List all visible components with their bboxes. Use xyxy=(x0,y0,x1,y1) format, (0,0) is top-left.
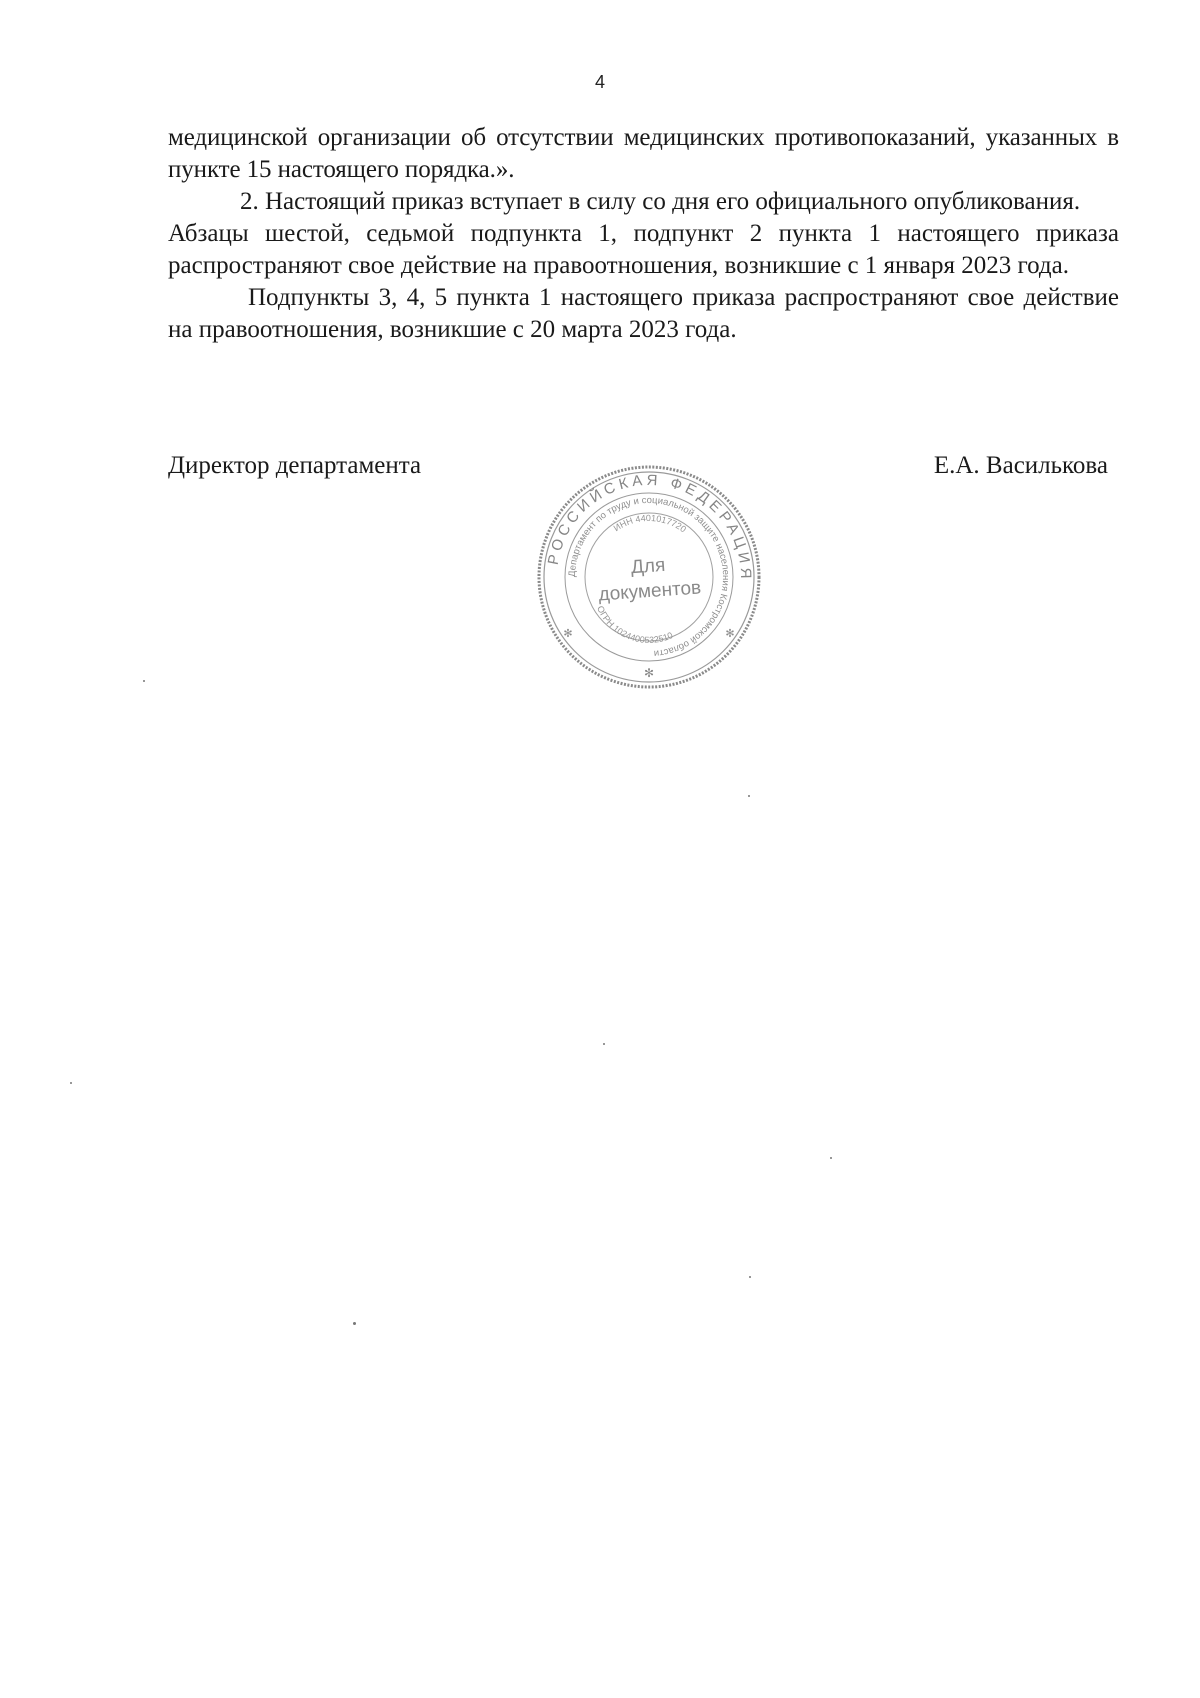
seal-center-line-2: документов xyxy=(597,577,702,606)
seal-star-icon: ✻ xyxy=(643,666,655,680)
seal-ogrn-text: ОГРН 1024400532510 xyxy=(595,604,675,646)
signatory-position: Директор департамента xyxy=(168,452,422,479)
official-seal xyxy=(534,462,764,692)
signatory-name: Е.А. Василькова xyxy=(933,452,1108,479)
seal-outer-text: РОССИЙСКАЯ ФЕДЕРАЦИЯ xyxy=(544,471,755,583)
scan-speck xyxy=(603,1043,605,1045)
scan-speck xyxy=(830,1157,832,1159)
scan-speck xyxy=(70,1082,72,1084)
document-body xyxy=(168,122,1119,346)
page-number: 4 xyxy=(594,72,605,92)
paragraph-item-2: 2. Настоящий приказ вступает в силу со дня его официального опубликования. xyxy=(240,188,1081,215)
seal-center-line-1: Для xyxy=(630,554,666,579)
paragraph-effective-date-1: Абзацы шестой, седьмой подпункта 1, подпункт 2 пункта 1 настоящего приказа распространяют свое действие на правоотношения, возникшие с 1 января 2023 года. xyxy=(168,220,1119,279)
paragraph-continuation: медицинской организации об отсутствии медицинских противопоказаний, указанных в пункте 15 настоящего порядка.». xyxy=(168,124,1119,183)
seal-inn-text: ИНН 4401017720 xyxy=(611,512,689,535)
scan-speck xyxy=(748,795,750,797)
svg-text:ИНН 4401017720 xyxy=(612,513,688,534)
scan-speck xyxy=(749,1276,751,1278)
scan-speck xyxy=(353,1322,356,1325)
svg-text:ОГРН 1024400532510 xyxy=(595,604,674,645)
paragraph-effective-date-2: Подпункты 3, 4, 5 пункта 1 настоящего приказа распространяют свое действие на правоотношения, возникшие с 20 марта 2023 года. xyxy=(168,284,1119,343)
seal-star-icon: ✻ xyxy=(563,627,573,640)
seal-star-icon: ✻ xyxy=(725,627,735,640)
seal-organization-text: Департамент по труду и социальной защите населения Костромской области xyxy=(566,494,732,659)
scan-speck xyxy=(143,680,145,682)
